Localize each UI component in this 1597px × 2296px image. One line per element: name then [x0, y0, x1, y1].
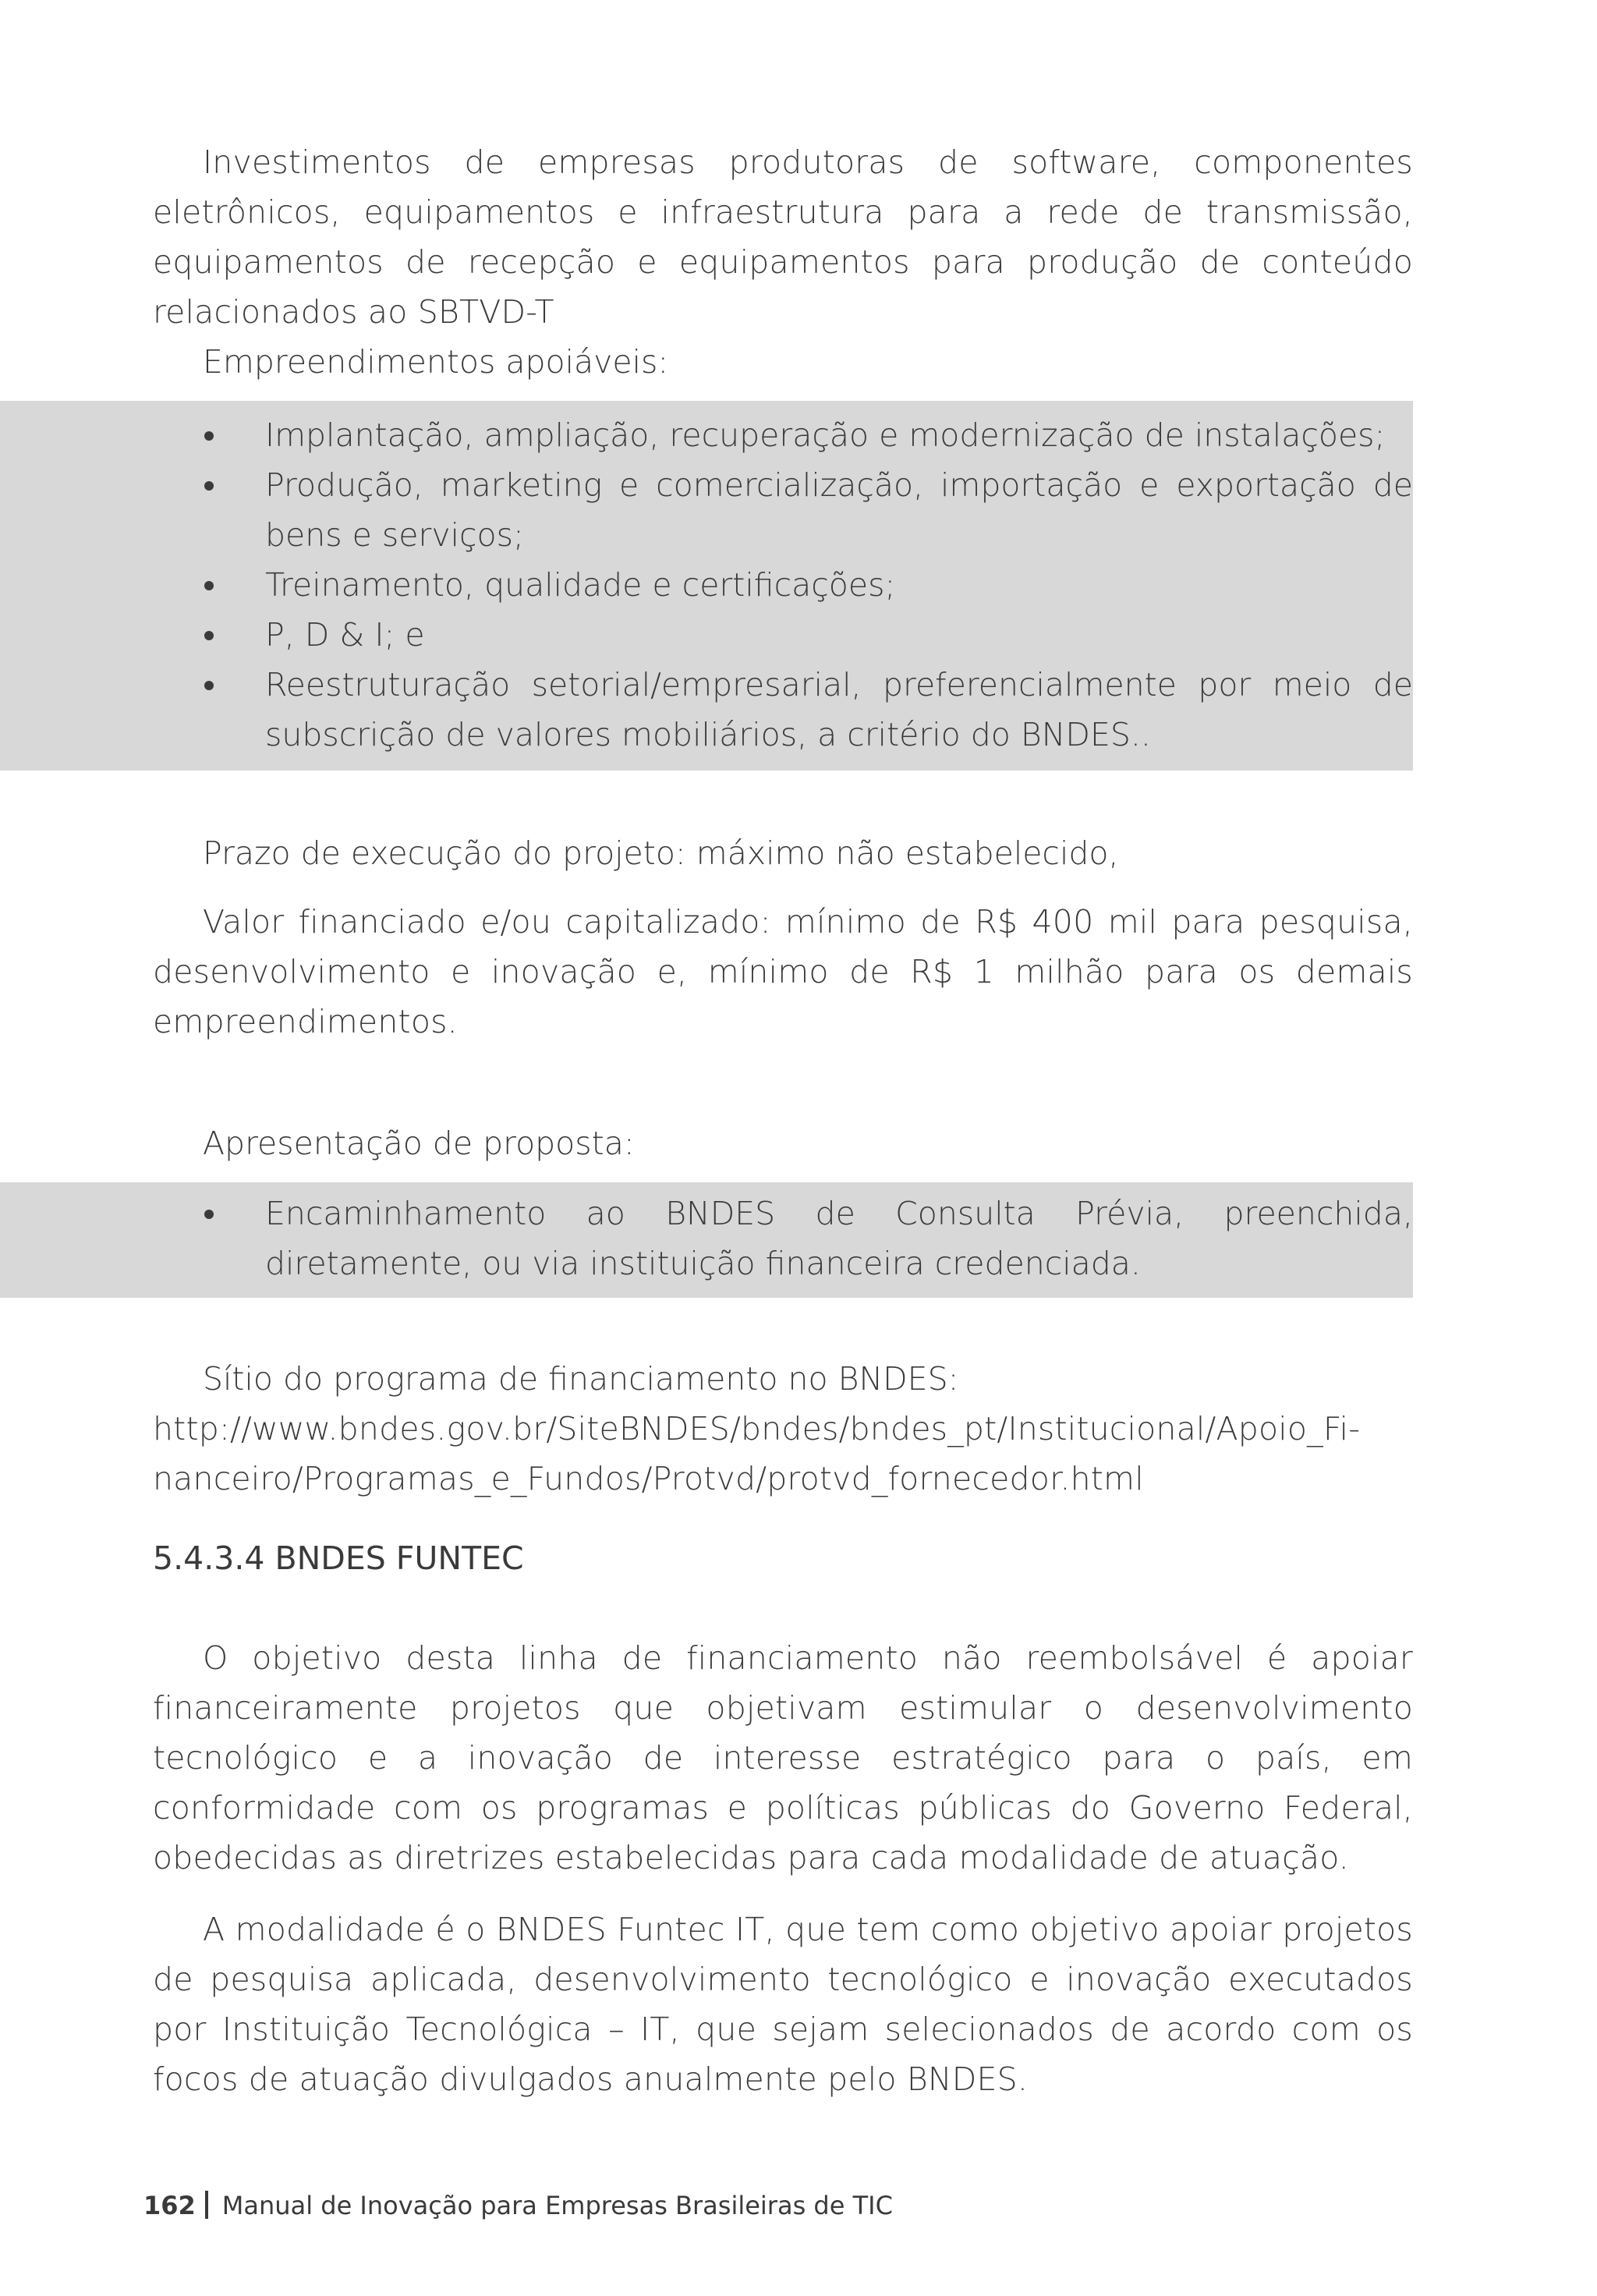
empreendimentos-label: Empreendimentos apoiáveis:: [203, 343, 669, 381]
list-item: [0, 410, 1413, 460]
list-item: [0, 460, 1413, 560]
list-item: [0, 660, 1413, 760]
apresentacao-list: [0, 1189, 1413, 1288]
prazo-text: Prazo de execução do projeto: máximo não estabelecido,: [203, 834, 1119, 872]
empreendimentos-list: [0, 410, 1413, 760]
list-item: [0, 610, 1413, 660]
book-title: Manual de Inovação para Empresas Brasileiras de TIC: [221, 2191, 893, 2220]
footer-separator: [205, 2191, 208, 2219]
list-item: [0, 1189, 1413, 1288]
bullet-icon: [204, 431, 214, 441]
valor-paragraph: Valor financiado e/ou capitalizado: mínimo de R$ 400 mil para pesquisa, desenvolvimento e inovação e, mínimo de R$ 1 milhão para os demais empreendimentos.: [153, 903, 1413, 1040]
bullet-icon: [204, 631, 214, 640]
intro-paragraph: Investimentos de empresas produtoras de software, componentes eletrônicos, equipamentos e infraestrutura para a rede de transmissão, equipamentos de recepção e equipamentos para produção de conteúdo relacionados ao SBTVD-T: [153, 144, 1413, 331]
bullet-icon: [204, 481, 214, 491]
sitio-url-line-2[interactable]: nanceiro/Programas_e_Fundos/Protvd/protvd_fornecedor.html: [153, 1460, 1144, 1497]
list-item-text: P, D & I; e: [265, 616, 425, 654]
sitio-label: Sítio do programa de financiamento no BNDES:: [203, 1360, 959, 1398]
bullet-icon: [204, 1210, 214, 1219]
list-item-text: Treinamento, qualidade e certificações;: [265, 566, 896, 604]
list-item-text: Produção, marketing e comercialização, importação e exportação de bens e serviços;: [265, 466, 1413, 554]
funtec-paragraph-2: A modalidade é o BNDES Funtec IT, que tem como objetivo apoiar projetos de pesquisa aplicada, desenvolvimento tecnológico e inovação executados por Instituição Tecnológica – IT, que sejam selecionados de acordo com os focos de atuação divulgados anualmente pelo BNDES.: [153, 1911, 1413, 2098]
sitio-url-line-1[interactable]: http://www.bndes.gov.br/SiteBNDES/bndes/bndes_pt/Institucional/Apoio_Fi-: [153, 1410, 1361, 1447]
list-item-text: Implantação, ampliação, recuperação e modernização de instalações;: [265, 416, 1386, 454]
page-number: 162: [143, 2191, 196, 2220]
bullet-icon: [204, 681, 214, 690]
bullet-icon: [204, 581, 214, 590]
list-item-text: Encaminhamento ao BNDES de Consulta Prévia, preenchida, diretamente, ou via instituição financeira credenciada.: [265, 1195, 1413, 1282]
list-item-text: Reestruturação setorial/empresarial, preferencialmente por meio de subscrição de valores mobiliários, a critério do BNDES..: [265, 666, 1413, 753]
list-item: [0, 560, 1413, 610]
funtec-paragraph-1: O objetivo desta linha de financiamento não reembolsável é apoiar financeiramente projetos que objetivam estimular o desenvolvimento tecnológico e a inovação de interesse estratégico para o país, em conformidade com os programas e políticas públicas do Governo Federal, obedecidas as diretrizes estabelecidas para cada modalidade de atuação.: [153, 1639, 1413, 1876]
section-heading: 5.4.3.4 BNDES FUNTEC: [153, 1540, 524, 1577]
page-footer: [143, 2188, 893, 2223]
apresentacao-label: Apresentação de proposta:: [203, 1125, 635, 1162]
